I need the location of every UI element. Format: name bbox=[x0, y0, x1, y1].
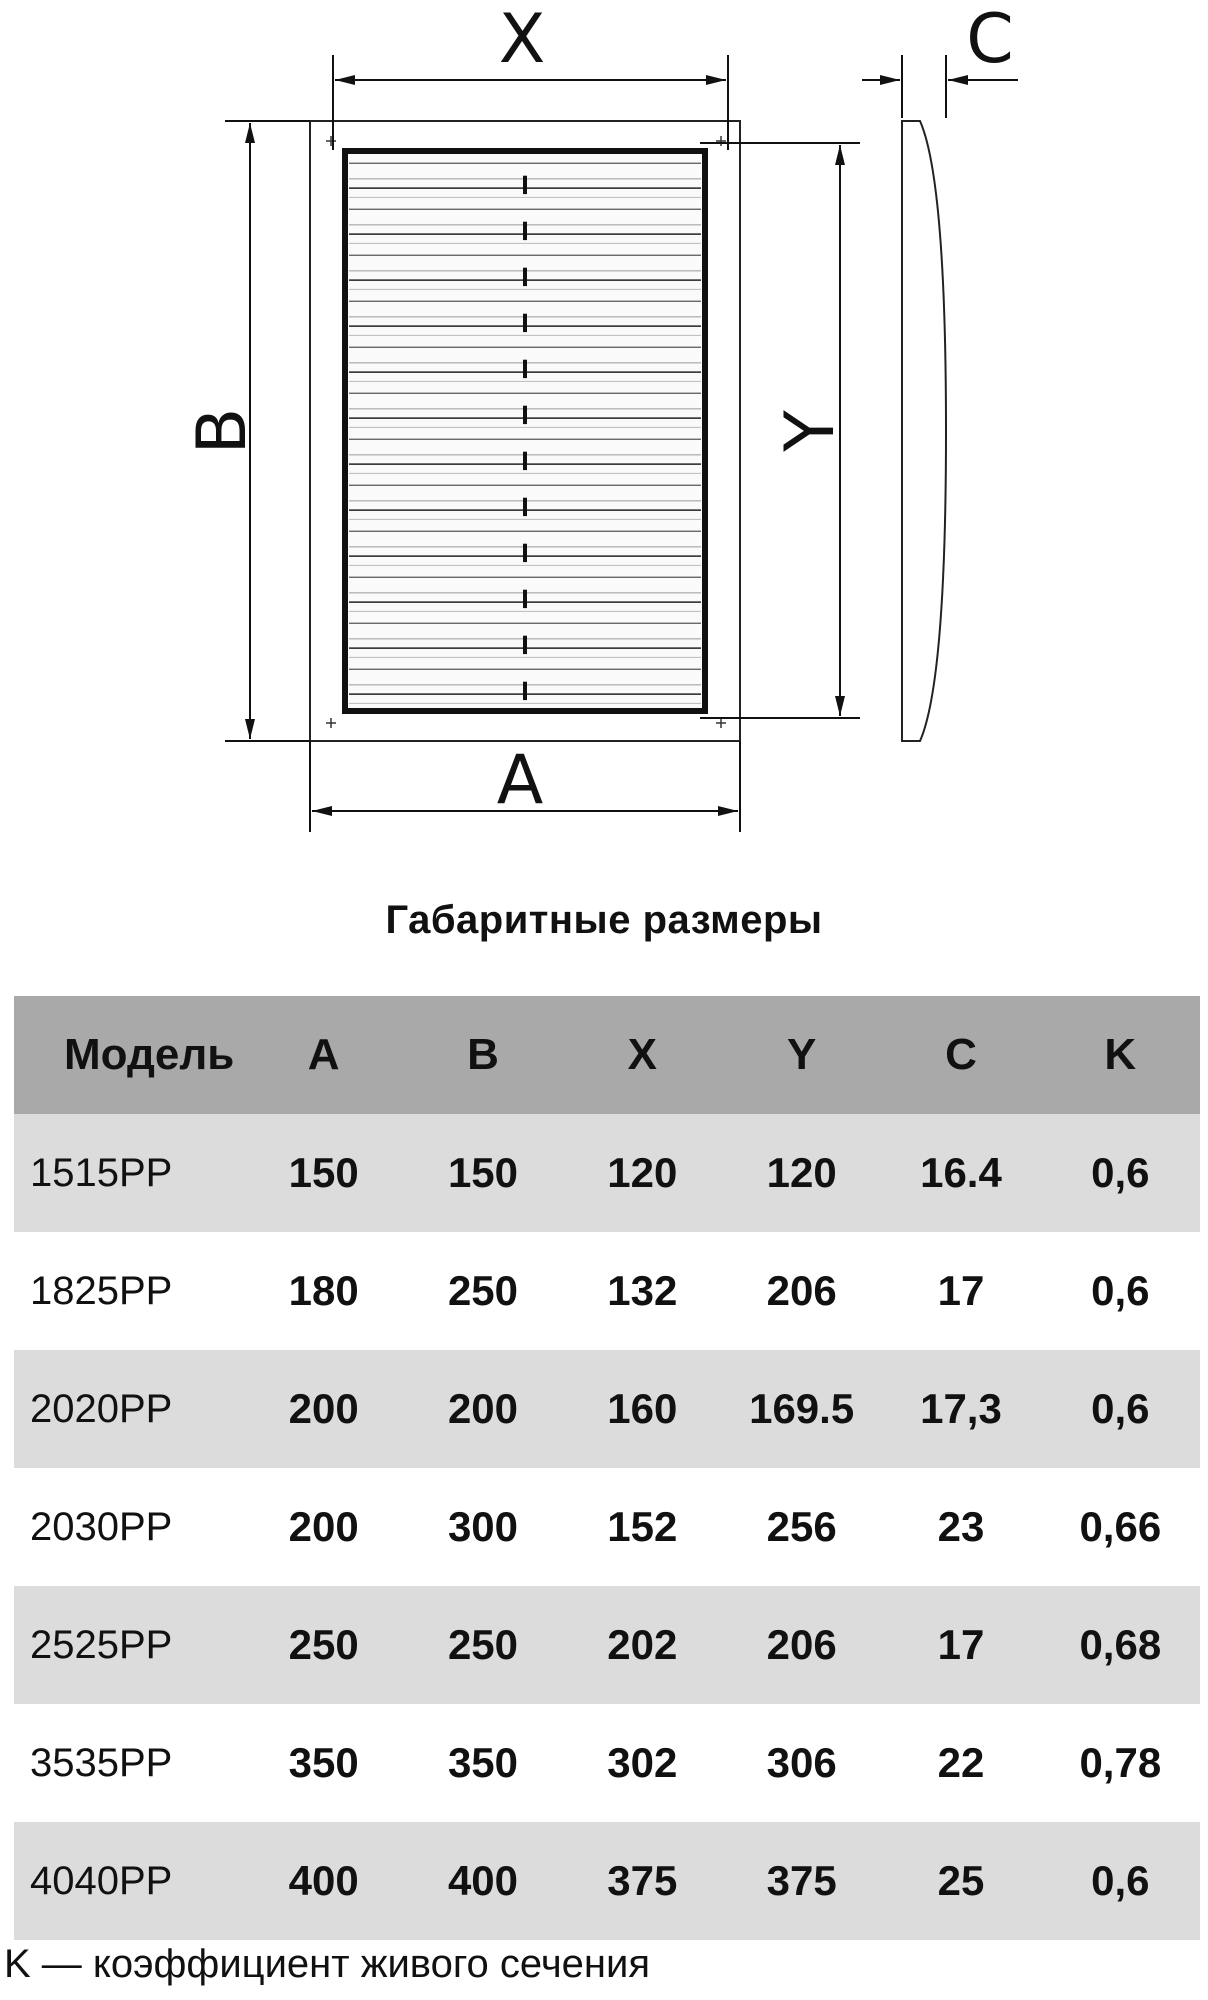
cell-k: 0,6 bbox=[1041, 1114, 1200, 1232]
dimension-label-x: X bbox=[498, 0, 546, 79]
table-row bbox=[14, 1586, 1200, 1704]
cell-c: 17 bbox=[881, 1232, 1040, 1350]
cell-model: 2525PP bbox=[14, 1586, 244, 1704]
cell-a: 200 bbox=[244, 1468, 403, 1586]
header-b: B bbox=[403, 996, 562, 1114]
header-x: X bbox=[563, 996, 722, 1114]
cell-b: 300 bbox=[403, 1468, 562, 1586]
cell-model: 1825PP bbox=[14, 1232, 244, 1350]
cell-k: 0,68 bbox=[1041, 1586, 1200, 1704]
header-k: K bbox=[1041, 996, 1200, 1114]
cell-x: 202 bbox=[563, 1586, 722, 1704]
cell-c: 25 bbox=[881, 1822, 1040, 1940]
cell-model: 3535PP bbox=[14, 1704, 244, 1822]
cell-y: 375 bbox=[722, 1822, 881, 1940]
cell-a: 400 bbox=[244, 1822, 403, 1940]
cell-y: 206 bbox=[722, 1586, 881, 1704]
table-row bbox=[14, 1468, 1200, 1586]
cell-b: 150 bbox=[403, 1114, 562, 1232]
cell-k: 0,66 bbox=[1041, 1468, 1200, 1586]
cell-model: 1515PP bbox=[14, 1114, 244, 1232]
cell-k: 0,78 bbox=[1041, 1704, 1200, 1822]
cell-k: 0,6 bbox=[1041, 1350, 1200, 1468]
cell-model: 4040PP bbox=[14, 1822, 244, 1940]
cell-c: 23 bbox=[881, 1468, 1040, 1586]
dimension-label-c: C bbox=[966, 0, 1014, 79]
cell-k: 0,6 bbox=[1041, 1822, 1200, 1940]
footnote: K — коэффициент живого сечения bbox=[4, 1942, 651, 1986]
cell-y: 306 bbox=[722, 1704, 881, 1822]
cell-c: 17,3 bbox=[881, 1350, 1040, 1468]
grille-side-profile bbox=[902, 121, 946, 741]
table-header-row bbox=[14, 996, 1200, 1114]
cell-y: 120 bbox=[722, 1114, 881, 1232]
cell-c: 22 bbox=[881, 1704, 1040, 1822]
header-a: A bbox=[244, 996, 403, 1114]
cell-x: 302 bbox=[563, 1704, 722, 1822]
cell-y: 206 bbox=[722, 1232, 881, 1350]
cell-a: 180 bbox=[244, 1232, 403, 1350]
cell-a: 150 bbox=[244, 1114, 403, 1232]
cell-b: 350 bbox=[403, 1704, 562, 1822]
table-row bbox=[14, 1704, 1200, 1822]
table-row bbox=[14, 1232, 1200, 1350]
cell-a: 200 bbox=[244, 1350, 403, 1468]
cell-x: 152 bbox=[563, 1468, 722, 1586]
cell-b: 250 bbox=[403, 1232, 562, 1350]
cell-k: 0,6 bbox=[1041, 1232, 1200, 1350]
cell-x: 120 bbox=[563, 1114, 722, 1232]
table-row bbox=[14, 1822, 1200, 1940]
cell-x: 375 bbox=[563, 1822, 722, 1940]
cell-b: 250 bbox=[403, 1586, 562, 1704]
cell-x: 160 bbox=[563, 1350, 722, 1468]
dimension-label-a: A bbox=[496, 741, 544, 820]
cell-a: 250 bbox=[244, 1586, 403, 1704]
dimension-label-b: B bbox=[183, 407, 262, 455]
table-row bbox=[14, 1114, 1200, 1232]
header-c: C bbox=[881, 996, 1040, 1114]
cell-b: 200 bbox=[403, 1350, 562, 1468]
cell-x: 132 bbox=[563, 1232, 722, 1350]
cell-model: 2030PP bbox=[14, 1468, 244, 1586]
cell-y: 256 bbox=[722, 1468, 881, 1586]
dimension-label-y: Y bbox=[771, 410, 850, 452]
cell-y: 169.5 bbox=[722, 1350, 881, 1468]
table-row bbox=[14, 1350, 1200, 1468]
cell-a: 350 bbox=[244, 1704, 403, 1822]
section-title: Габаритные размеры bbox=[385, 898, 823, 942]
dimensions-table bbox=[14, 996, 1200, 1940]
cell-model: 2020PP bbox=[14, 1350, 244, 1468]
grille-dimension-drawing bbox=[0, 0, 1208, 880]
cell-c: 17 bbox=[881, 1586, 1040, 1704]
cell-b: 400 bbox=[403, 1822, 562, 1940]
cell-c: 16.4 bbox=[881, 1114, 1040, 1232]
header-y: Y bbox=[722, 996, 881, 1114]
header-model: Модель bbox=[14, 996, 244, 1114]
